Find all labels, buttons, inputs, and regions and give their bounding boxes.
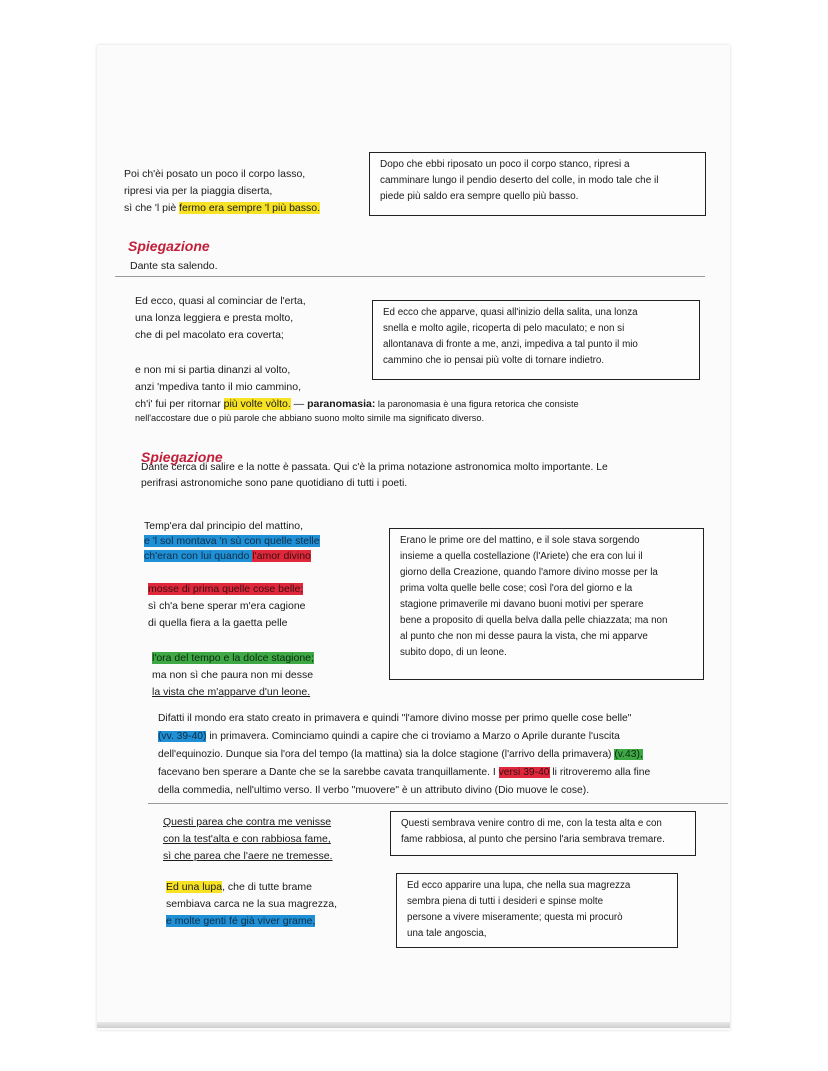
highlight-yellow: fermo era sempre 'l più basso. (179, 202, 321, 214)
translation-box: Erano le prime ore del mattino, e il sole stava sorgendo insieme a quella costellazione (l'Ariete) che era con lui il giorno della Creazione, quando l'amore divino mosse per la prima volta quelle belle cose; così l'ora del giorno e la stagione primaverile mi davano buoni motivi per sperare bene a proposito di quella belva dalla pelle chiazzata; ma non al punto che non mi desse paura la vista, che mi apparve subito dopo, di un leone. (389, 528, 704, 680)
verse-line: e non mi si partia dinanzi al volto, (135, 364, 291, 376)
verse-line: Poi ch'èi posato un poco il corpo lasso, (124, 168, 306, 180)
verse-line: Questi parea che contra me venisse (163, 816, 332, 828)
verse-line: Ed ecco, quasi al cominciar de l'erta, (135, 295, 306, 307)
verse-line: ripresi via per la piaggia diserta, (124, 185, 273, 197)
explanation-text: Dante cerca di salire e la notte è passata. Qui c'è la prima notazione astronomica molto importante. Le perifrasi astronomiche sono pane quotidiano di tutti i poeti. (141, 462, 608, 489)
commentary-line: dell'equinozio. Dunque sia l'ora del tempo (la mattina) sia la dolce stagione (l'arrivo della primavera) (v.43), (158, 749, 643, 760)
section-heading: Spiegazione (141, 449, 223, 465)
highlight-yellow: Ed una lupa (166, 881, 223, 893)
highlight-blue: ch'eran con lui quando (144, 550, 253, 562)
verse-line (148, 582, 303, 597)
verse-line: ch'i' fui per ritornar più volte vòlto. — paranomasia: la paronomasia è una figura retorica che consiste (135, 398, 579, 410)
highlight-blue: e molte genti fé già viver grame, (166, 915, 316, 927)
verse-line (166, 914, 315, 929)
commentary-line: Difatti il mondo era stato creato in primavera e quindi "l'amore divino mosse per primo quelle cose belle" (158, 713, 632, 724)
translation-box: Dopo che ebbi riposato un poco il corpo stanco, ripresi a camminare lungo il pendio deserto del colle, in modo tale che il piede più saldo era sempre quello più basso. (369, 152, 706, 216)
highlight-yellow: più volte vòlto. (223, 398, 291, 410)
highlight-green: l'ora del tempo e la dolce stagione; (152, 652, 314, 664)
explanation-text: Dante sta salendo. (130, 260, 218, 272)
verse-line: sì che 'l piè fermo era sempre 'l più basso. (124, 202, 321, 214)
commentary-line: (vv. 39-40) in primavera. Cominciamo quindi a capire che ci troviamo a Marzo o Aprile durante l'uscita (158, 731, 620, 742)
verse-line: sì che parea che l'aere ne tremesse. (163, 850, 333, 862)
commentary-line: facevano ben sperare a Dante che se la sarebbe cavata tranquillamente. I versi 39-40 li ritroveremo alla fine (158, 767, 651, 778)
highlight-blue: e 'l sol montava 'n sù con quelle stelle (144, 535, 320, 547)
page-shadow-edge (97, 1022, 730, 1028)
highlight-green: (v.43), (614, 749, 643, 760)
verse-line: una lonza leggiera e presta molto, (135, 312, 294, 324)
translation-box: Ed ecco apparire una lupa, che nella sua magrezza sembra piena di tutti i desideri e spinse molte persone a vivere miseramente; questa mi procurò una tale angoscia, (396, 873, 678, 948)
verse-line: con la test'alta e con rabbiosa fame, (163, 833, 331, 845)
verse-line: ma non sì che paura non mi desse (152, 669, 314, 681)
verse-line (152, 651, 314, 666)
highlight-red: mosse di prima quelle cose belle; (148, 583, 304, 595)
verse-line: anzi 'mpediva tanto il mio cammino, (135, 381, 301, 393)
verse-line (144, 534, 320, 549)
highlight-red: versi 39-40 (498, 767, 550, 778)
highlight-blue: (vv. 39-40) (158, 731, 207, 742)
verse-line: sì ch'a bene sperar m'era cagione (148, 600, 306, 612)
verse-line: Temp'era dal principio del mattino, (144, 520, 304, 532)
verse-line (144, 549, 311, 564)
highlight-red: l'amor divino (252, 550, 311, 562)
verse-line: che di pel macolato era coverta; (135, 329, 284, 341)
commentary-line: della commedia, nell'ultimo verso. Il verbo "muovere" è un attributo divino (Dio muove le cose). (158, 785, 590, 796)
verse-line: di quella fiera a la gaetta pelle (148, 617, 288, 629)
section-heading: Spiegazione (128, 238, 210, 254)
note-text: nell'accostare due o più parole che abbiano suono molto simile ma significato diverso. (135, 413, 485, 423)
translation-box: Ed ecco che apparve, quasi all'inizio della salita, una lonza snella e molto agile, ricoperta di pelo maculato; e non si allontanava di fronte a me, anzi, impediva a tal punto il mio cammino che io pensai più volte di tornare indietro. (372, 300, 700, 380)
divider (115, 276, 705, 277)
verse-line: la vista che m'apparve d'un leone. (152, 686, 311, 698)
verse-line: Ed una lupa, che di tutte brame (166, 881, 312, 893)
verse-line: sembiava carca ne la sua magrezza, (166, 898, 337, 910)
divider (148, 803, 728, 804)
translation-box: Questi sembrava venire contro di me, con la testa alta e con fame rabbiosa, al punto che persino l'aria sembrava tremare. (390, 811, 696, 856)
